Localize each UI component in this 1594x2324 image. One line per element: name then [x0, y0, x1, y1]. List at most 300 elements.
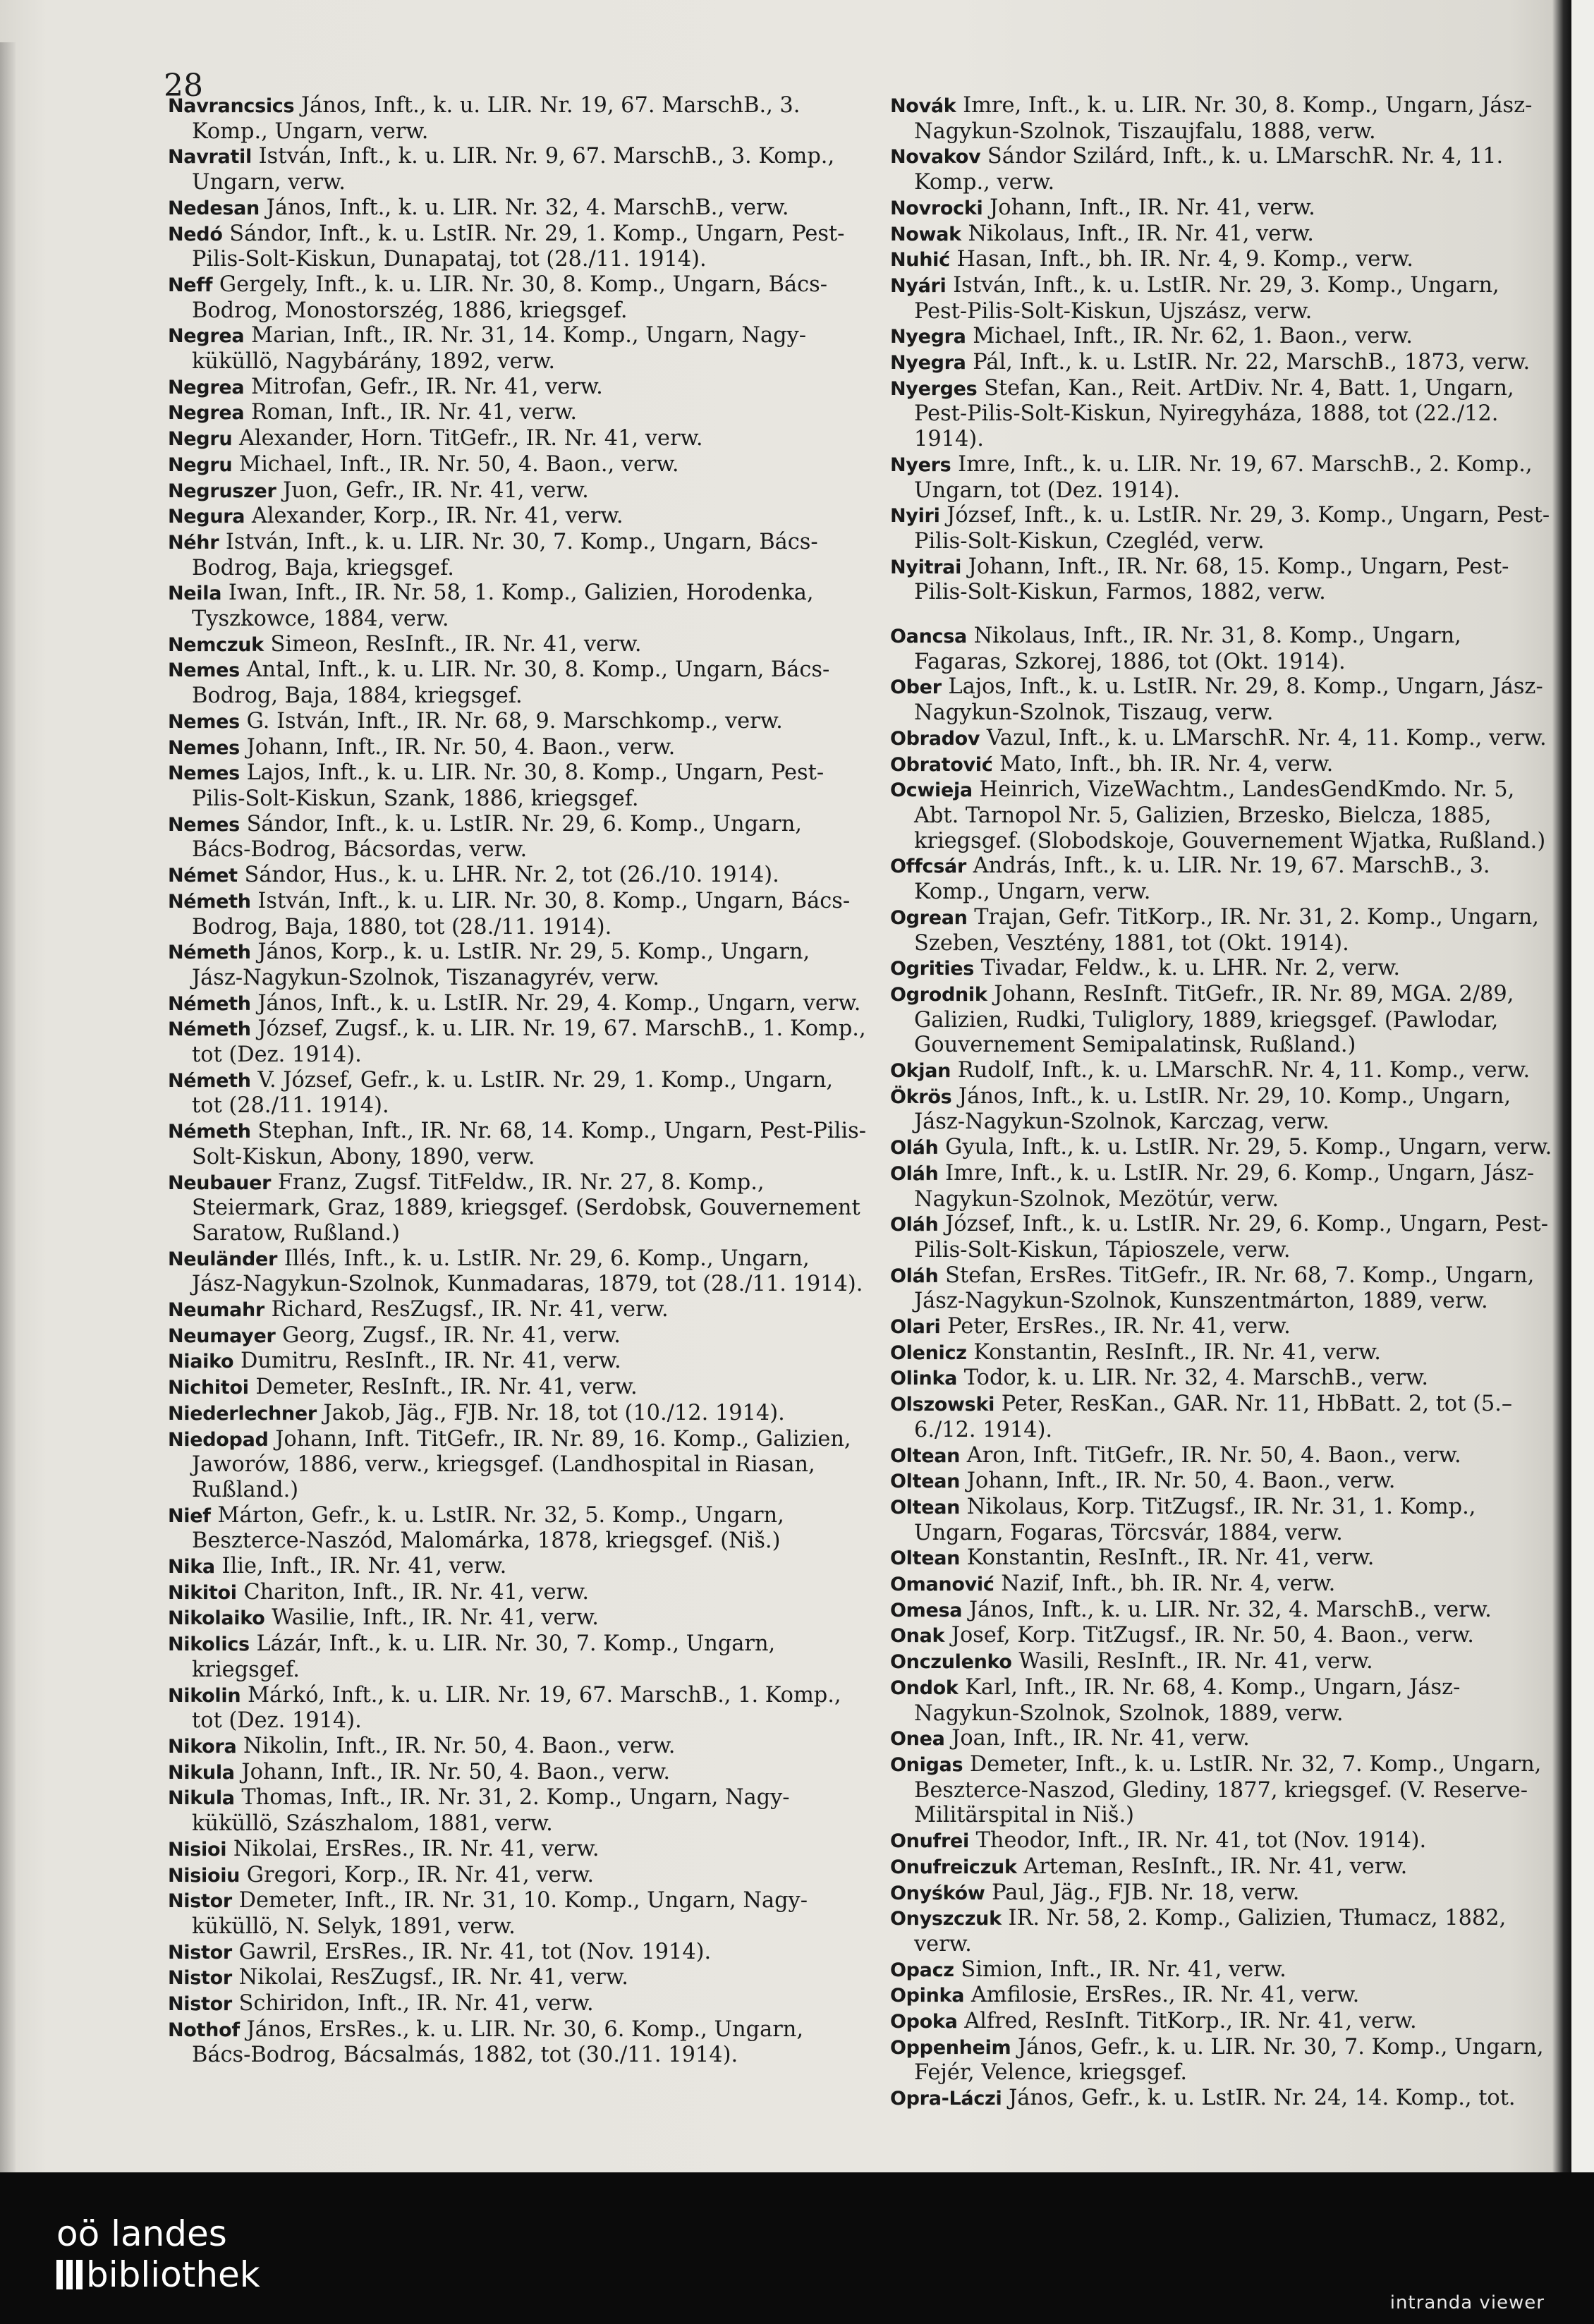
entry-details: József, Inft., k. u. LstIR. Nr. 29, 6. Komp., Ungarn, Pest-Pilis-Solt-Kiskun, Tápioszele, verw.	[914, 1212, 1549, 1263]
entry-details: Ilie, Inft., IR. Nr. 41, verw.	[221, 1554, 507, 1579]
list-item	[890, 1058, 1553, 1084]
list-item	[168, 1323, 866, 1349]
list-item	[168, 1554, 866, 1580]
entry-details: Arteman, ResInft., IR. Nr. 41, verw.	[1023, 1854, 1408, 1879]
surname: Nyitrai	[890, 556, 962, 578]
entry-details: István, Inft., k. u. LstIR. Nr. 29, 3. Komp., Ungarn, Pest-Pilis-Solt-Kiskun, Ujszász, verw.	[914, 272, 1499, 324]
surname: Nyári	[890, 274, 947, 297]
surname: Onyśków	[890, 1882, 985, 1904]
surname: Onufrei	[890, 1830, 969, 1853]
surname: Németh	[168, 1121, 251, 1143]
list-item	[890, 503, 1553, 554]
surname: Nyers	[890, 454, 951, 476]
entry-details: Lajos, Inft., k. u. LstIR. Nr. 29, 8. Komp., Ungarn, Jász-Nagykun-Szolnok, Tiszaug, verw.	[914, 674, 1543, 726]
list-item	[890, 2009, 1553, 2035]
list-item	[890, 1084, 1553, 1135]
entry-details: Imre, Inft., k. u. LstIR. Nr. 29, 6. Komp., Ungarn, Jász-Nagykun-Szolnok, Mezötúr, verw.	[914, 1160, 1535, 1212]
surname: Nistor	[168, 1993, 232, 2016]
list-item	[890, 1212, 1553, 1263]
surname: Nikolaiko	[168, 1607, 265, 1630]
surname: Nichitoi	[168, 1377, 249, 1399]
section-gap	[890, 605, 1553, 623]
entry-details: Stefan, Kan., Reit. ArtDiv. Nr. 4, Batt. 1, Ungarn, Pest-Pilis-Solt-Kiskun, Nyiregyháza, 1888, tot (22./12. 1914).	[914, 375, 1514, 452]
surname: Nemes	[168, 659, 240, 682]
list-item	[890, 1263, 1553, 1314]
surname: Negru	[168, 428, 233, 451]
entry-details: Sándor, Hus., k. u. LHR. Nr. 2, tot (26./10. 1914).	[244, 863, 779, 888]
surname: Oppenheim	[890, 2036, 1011, 2059]
surname: Okjan	[890, 1060, 951, 1083]
list-item	[890, 350, 1553, 376]
list-item	[890, 752, 1553, 778]
surname: Nuhić	[890, 249, 950, 272]
list-item	[168, 452, 866, 478]
list-item	[890, 777, 1553, 853]
entry-details: Aron, Inft. TitGefr., IR. Nr. 50, 4. Baon., verw.	[966, 1442, 1461, 1468]
list-item	[168, 375, 866, 401]
entry-details: Roman, Inft., IR. Nr. 41, verw.	[250, 400, 578, 425]
surname: Nikora	[168, 1736, 237, 1758]
list-item	[890, 1365, 1553, 1392]
list-item	[168, 504, 866, 530]
surname: Németh	[168, 890, 251, 913]
entry-details: Sándor Szilárd, Inft., k. u. LMarschR. Nr. 4, 11. Komp., verw.	[914, 144, 1504, 195]
list-item	[168, 1349, 866, 1375]
entry-details: Gyula, Inft., k. u. LstIR. Nr. 29, 5. Komp., Ungarn, verw.	[945, 1135, 1552, 1160]
surname: Neuländer	[168, 1248, 278, 1270]
entry-details: Iwan, Inft., IR. Nr. 58, 1. Komp., Galizien, Horodenka, Tyszkowce, 1884, verw.	[192, 580, 814, 632]
surname: Negrea	[168, 376, 245, 399]
list-item	[168, 1427, 866, 1503]
surname: Opra-Láczi	[890, 2088, 1002, 2110]
entry-details: Johann, Inft., IR. Nr. 50, 4. Baon., verw.	[246, 734, 676, 760]
surname: Navrancsics	[168, 95, 295, 117]
list-item	[168, 1297, 866, 1323]
surname: Olari	[890, 1316, 941, 1339]
list-item	[168, 1760, 866, 1786]
surname: Novakov	[890, 146, 981, 169]
entry-details: Thomas, Inft., IR. Nr. 31, 2. Komp., Ungarn, Nagy-küküllö, Szászhalom, 1881, verw.	[192, 1785, 790, 1837]
surname: Oláh	[890, 1137, 939, 1160]
entry-details: Simion, Inft., IR. Nr. 41, verw.	[961, 1957, 1286, 1982]
surname: Opinka	[890, 1985, 965, 2007]
list-item	[168, 221, 866, 272]
list-item	[890, 452, 1553, 503]
surname: Németh	[168, 1069, 251, 1092]
list-item	[890, 144, 1553, 195]
surname: Onczulenko	[890, 1651, 1012, 1674]
entry-details: Gregori, Korp., IR. Nr. 41, verw.	[246, 1862, 595, 1887]
entry-details: István, Inft., k. u. LIR. Nr. 30, 8. Komp., Ungarn, Bács-Bodrog, Baja, 1880, tot (28./11. 1914).	[192, 888, 851, 939]
list-item	[890, 982, 1553, 1058]
list-item	[890, 853, 1553, 904]
entry-details: G. István, Inft., IR. Nr. 68, 9. Marschkomp., verw.	[246, 708, 783, 734]
viewer-brand: intranda viewer	[1389, 2292, 1545, 2313]
logo-line-1: oö landes	[56, 2213, 227, 2254]
entry-details: Antal, Inft., k. u. LIR. Nr. 30, 8. Komp., Ungarn, Bács-Bodrog, Baja, 1884, kriegsgef.	[192, 657, 830, 709]
entry-details: Márkó, Inft., k. u. LIR. Nr. 19, 67. MarschB., 1. Komp., tot (Dez. 1914).	[192, 1682, 841, 1734]
list-item	[890, 1161, 1553, 1212]
surname: Nika	[168, 1556, 215, 1578]
list-item	[890, 1623, 1553, 1649]
list-item	[890, 1880, 1553, 1906]
list-item	[168, 939, 866, 990]
list-item	[168, 1837, 866, 1863]
book-gutter	[1552, 0, 1571, 2172]
entry-details: Karl, Inft., IR. Nr. 68, 4. Komp., Ungarn, Jász-Nagykun-Szolnok, Szolnok, 1889, verw.	[914, 1674, 1461, 1726]
surname: Negura	[168, 506, 245, 528]
surname: Navratil	[168, 146, 252, 169]
entry-details: János, ErsRes., k. u. LIR. Nr. 30, 6. Komp., Ungarn, Bács-Bodrog, Bácsalmás, 1882, tot (30./11. 1914).	[192, 2016, 804, 2068]
surname: Opoka	[890, 2011, 958, 2033]
list-item	[168, 735, 866, 761]
list-item	[168, 812, 866, 863]
entry-details: Konstantin, ResInft., IR. Nr. 41, verw.	[973, 1339, 1381, 1365]
surname: Negruszer	[168, 480, 276, 502]
entry-details: Demeter, Inft., IR. Nr. 31, 10. Komp., Ungarn, Nagy-küküllö, N. Selyk, 1891, verw.	[192, 1888, 808, 1939]
surname: Nedesan	[168, 197, 260, 219]
entry-details: Rudolf, Inft., k. u. LMarschR. Nr. 4, 11. Komp., verw.	[957, 1058, 1531, 1083]
list-item	[168, 709, 866, 735]
entry-details: András, Inft., k. u. LIR. Nr. 19, 67. MarschB., 3. Komp., Ungarn, verw.	[914, 853, 1490, 905]
entry-details: Mato, Inft., bh. IR. Nr. 4, verw.	[999, 751, 1334, 777]
surname: Ökrös	[890, 1085, 952, 1108]
list-item	[168, 93, 866, 144]
entry-details: István, Inft., k. u. LIR. Nr. 30, 7. Komp., Ungarn, Bács-Bodrog, Baja, kriegsgef.	[192, 529, 818, 580]
entry-details: Peter, ResKan., GAR. Nr. 11, HbBatt. 2, tot (5.–6./12. 1914).	[914, 1392, 1513, 1442]
entry-details: Chariton, Inft., IR. Nr. 41, verw.	[243, 1579, 590, 1605]
list-item	[890, 726, 1553, 752]
entry-details: Stephan, Inft., IR. Nr. 68, 14. Komp., Ungarn, Pest-Pilis-Solt-Kiskun, Abony, 1890, verw.	[192, 1119, 866, 1169]
list-item	[168, 1734, 866, 1760]
entry-details: Pál, Inft., k. u. LstIR. Nr. 22, MarschB., 1873, verw.	[973, 350, 1531, 375]
entry-details: Alexander, Horn. TitGefr., IR. Nr. 41, verw.	[238, 426, 703, 451]
entry-details: Nikolai, ResZugsf., IR. Nr. 41, verw.	[238, 1965, 628, 1990]
right-column	[890, 93, 1553, 2112]
list-item	[168, 1016, 866, 1067]
surname: Nemes	[168, 736, 240, 759]
entry-details: István, Inft., k. u. LIR. Nr. 9, 67. MarschB., 3. Komp., Ungarn, verw.	[192, 144, 835, 195]
entry-details: Demeter, ResInft., IR. Nr. 41, verw.	[255, 1375, 638, 1400]
entry-details: József, Zugsf., k. u. LIR. Nr. 19, 67. MarschB., 1. Komp., tot (Dez. 1914).	[192, 1016, 866, 1068]
list-item	[890, 376, 1553, 452]
entry-details: Imre, Inft., k. u. LIR. Nr. 19, 67. MarschB., 2. Komp., Ungarn, tot (Dez. 1914).	[914, 451, 1533, 503]
list-item	[168, 1631, 866, 1682]
surname: Neumahr	[168, 1299, 264, 1322]
list-item	[890, 554, 1553, 605]
surname: Nikolics	[168, 1634, 250, 1656]
surname: Onea	[890, 1728, 945, 1751]
surname: Neumayer	[168, 1325, 276, 1347]
entry-details: János, Korp., k. u. LstIR. Nr. 29, 5. Komp., Ungarn, Jász-Nagykun-Szolnok, Tiszanagyrév, verw.	[192, 939, 810, 990]
entry-details: Gawril, ErsRes., IR. Nr. 41, tot (Nov. 1914).	[238, 1939, 712, 1964]
surname: Német	[168, 865, 238, 887]
entry-details: Alexander, Korp., IR. Nr. 41, verw.	[251, 504, 623, 529]
list-item	[168, 400, 866, 426]
list-item	[168, 1605, 866, 1631]
list-item	[890, 1571, 1553, 1598]
list-item	[890, 221, 1553, 248]
entry-details: Dumitru, ResInft., IR. Nr. 41, verw.	[240, 1349, 621, 1374]
surname: Ocwieja	[890, 779, 973, 802]
entry-details: Jakob, Jäg., FJB. Nr. 18, tot (10./12. 1914).	[323, 1400, 785, 1425]
surname: Ober	[890, 676, 942, 699]
surname: Nistor	[168, 1941, 232, 1964]
surname: Neff	[168, 274, 213, 296]
entry-details: János, Inft., k. u. LIR. Nr. 32, 4. MarschB., verw.	[968, 1597, 1492, 1622]
entry-details: Gergely, Inft., k. u. LIR. Nr. 30, 8. Komp., Ungarn, Bács-Bodrog, Monostorszég, 1886, kriegsgef.	[192, 272, 828, 323]
surname: Onyszczuk	[890, 1908, 1002, 1930]
surname: Németh	[168, 942, 251, 964]
next-page-edge	[1571, 0, 1594, 2172]
entry-details: Johann, Inft. TitGefr., IR. Nr. 89, 16. Komp., Galizien, Jaworów, 1886, verw., kriegsgef. (Landhospital in Riasan, Rußland.)	[192, 1426, 851, 1502]
surname: Novrocki	[890, 197, 983, 219]
entry-details: János, Inft., k. u. LIR. Nr. 32, 4. MarschB., verw.	[266, 195, 789, 220]
surname: Ondok	[890, 1677, 959, 1699]
list-item	[168, 863, 866, 889]
entry-details: Nikolaus, Korp. TitZugsf., IR. Nr. 31, 1. Komp., Ungarn, Fogaras, Törcsvár, 1884, verw.	[914, 1494, 1476, 1545]
list-item	[168, 323, 866, 374]
surname: Oancsa	[890, 626, 967, 648]
logo-bar-icon	[76, 2260, 83, 2289]
entry-details: Trajan, Gefr. TitKorp., IR. Nr. 31, 2. Komp., Ungarn, Szeben, Vesztény, 1881, tot (Okt. 1914).	[914, 904, 1539, 956]
list-item	[890, 1135, 1553, 1161]
list-item	[168, 195, 866, 221]
surname: Negru	[168, 454, 233, 476]
surname: Oltean	[890, 1547, 961, 1570]
list-item	[168, 272, 866, 323]
entry-details: Johann, Inft., IR. Nr. 50, 4. Baon., verw.	[966, 1468, 1396, 1494]
entry-details: Nikolin, Inft., IR. Nr. 50, 4. Baon., verw.	[243, 1734, 676, 1758]
entry-details: Michael, Inft., IR. Nr. 50, 4. Baon., verw.	[238, 451, 679, 477]
list-item	[890, 1443, 1553, 1469]
entry-details: Wasili, ResInft., IR. Nr. 41, verw.	[1018, 1649, 1373, 1674]
logo-bar-icon	[66, 2260, 73, 2289]
list-item	[890, 674, 1553, 725]
entry-details: Sándor, Inft., k. u. LstIR. Nr. 29, 6. Komp., Ungarn, Bács-Bodrog, Bácsordas, verw.	[192, 811, 802, 863]
surname: Novák	[890, 95, 956, 117]
entry-details: Michael, Inft., IR. Nr. 62, 1. Baon., verw.	[973, 324, 1413, 349]
surname: Oláh	[890, 1265, 939, 1287]
surname: Nemes	[168, 710, 240, 733]
list-item	[168, 1863, 866, 1889]
list-item	[890, 1468, 1553, 1495]
entry-details: Nazif, Inft., bh. IR. Nr. 4, verw.	[1001, 1571, 1336, 1597]
surname: Niederlechner	[168, 1402, 317, 1425]
surname: Nemczuk	[168, 633, 264, 656]
list-item	[168, 1991, 866, 2017]
surname: Nikula	[168, 1787, 235, 1810]
list-item	[890, 905, 1553, 956]
list-item	[168, 1940, 866, 1966]
entry-details: Theodor, Inft., IR. Nr. 41, tot (Nov. 1914).	[975, 1828, 1427, 1854]
surname: Oltean	[890, 1471, 961, 1493]
entry-details: Mitrofan, Gefr., IR. Nr. 41, verw.	[250, 374, 603, 399]
entry-details: János, Inft., k. u. LIR. Nr. 19, 67. MarschB., 3. Komp., Ungarn, verw.	[192, 93, 801, 144]
list-item	[168, 889, 866, 939]
list-item	[168, 1246, 866, 1297]
entry-details: Lázár, Inft., k. u. LIR. Nr. 30, 7. Komp., Ungarn, kriegsgef.	[192, 1631, 776, 1682]
surname: Nisioiu	[168, 1864, 241, 1887]
list-item	[168, 580, 866, 631]
list-item	[890, 273, 1553, 324]
entry-details: Richard, ResZugsf., IR. Nr. 41, verw.	[271, 1297, 669, 1322]
surname: Oláh	[890, 1214, 939, 1236]
surname: Obratović	[890, 753, 993, 776]
entry-details: János, Gefr., k. u. LstIR. Nr. 24, 14. Komp., tot.	[1009, 2086, 1516, 2111]
surname: Nyegra	[890, 326, 966, 348]
page-edge-shadow	[0, 42, 16, 2172]
entry-details: Nikolaus, Inft., IR. Nr. 41, verw.	[968, 221, 1314, 246]
list-item	[168, 426, 866, 452]
entry-details: Franz, Zugsf. TitFeldw., IR. Nr. 27, 8. Komp., Steiermark, Graz, 1889, kriegsgef. (Serdobsk, Gouvernement Saratow, Rußland.)	[192, 1169, 860, 1246]
entry-details: Schiridon, Inft., IR. Nr. 41, verw.	[238, 1991, 594, 2016]
entry-details: Marian, Inft., IR. Nr. 31, 14. Komp., Ungarn, Nagy-küküllö, Nagybárány, 1892, verw.	[192, 323, 806, 375]
entry-details: Stefan, ErsRes. TitGefr., IR. Nr. 68, 7. Komp., Ungarn, Jász-Nagykun-Szolnok, Kunszentmárton, 1889, verw.	[914, 1263, 1535, 1314]
surname: Offcsár	[890, 856, 966, 878]
entry-details: Sándor, Inft., k. u. LstIR. Nr. 29, 1. Komp., Ungarn, Pest-Pilis-Solt-Kiskun, Dunapataj, tot (28./11. 1914).	[192, 221, 845, 272]
surname: Olszowski	[890, 1394, 995, 1416]
list-item	[168, 2017, 866, 2068]
list-item	[168, 530, 866, 580]
list-item	[168, 478, 866, 504]
entry-details: Illés, Inft., k. u. LstIR. Nr. 29, 6. Komp., Ungarn, Jász-Nagykun-Szolnok, Kunmadaras, 1879, tot (28./11. 1914).	[192, 1246, 863, 1297]
surname: Niedopad	[168, 1428, 269, 1451]
entry-details: Peter, ErsRes., IR. Nr. 41, verw.	[947, 1314, 1291, 1339]
list-item	[890, 1314, 1553, 1340]
list-item	[890, 1983, 1553, 2009]
surname: Neila	[168, 583, 222, 605]
entry-details: IR. Nr. 58, 2. Komp., Galizien, Tłumacz, 1882, verw.	[914, 1906, 1507, 1957]
list-item	[890, 1957, 1553, 1983]
surname: Olenicz	[890, 1342, 967, 1364]
surname: Németh	[168, 1018, 251, 1041]
surname: Nemes	[168, 813, 240, 836]
entry-details: Hasan, Inft., bh. IR. Nr. 4, 9. Komp., verw.	[956, 247, 1413, 272]
list-item	[168, 1119, 866, 1169]
list-item	[890, 1828, 1553, 1854]
list-item	[890, 1649, 1553, 1675]
surname: Nyiri	[890, 505, 940, 528]
entry-details: Tivadar, Feldw., k. u. LHR. Nr. 2, verw.	[980, 956, 1401, 981]
list-item	[890, 1906, 1553, 1957]
entry-details: Johann, Inft., IR. Nr. 41, verw.	[990, 195, 1315, 220]
surname: Opacz	[890, 1959, 954, 1981]
surname: Nikitoi	[168, 1581, 237, 1604]
entry-details: Márton, Gefr., k. u. LstIR. Nr. 32, 5. Komp., Ungarn, Beszterce-Naszód, Malomárka, 1878, kriegsgef. (Niš.)	[192, 1502, 784, 1554]
entry-details: Simeon, ResInft., IR. Nr. 41, verw.	[270, 631, 642, 657]
list-item	[890, 1495, 1553, 1545]
list-item	[890, 1752, 1553, 1828]
entry-details: Heinrich, VizeWachtm., LandesGendKmdo. Nr. 5, Abt. Tarnopol Nr. 5, Galizien, Brzesko, Bielcza, 1885, kriegsgef. (Slobodskoje, Gouvernement Wjatka, Rußland.)	[914, 777, 1546, 853]
surname: Nikolin	[168, 1684, 241, 1707]
surname: Oltean	[890, 1444, 961, 1467]
list-item	[168, 1375, 866, 1401]
list-item	[168, 1068, 866, 1119]
list-item	[168, 760, 866, 811]
list-item	[890, 956, 1553, 982]
list-item	[168, 1401, 866, 1427]
list-item	[168, 991, 866, 1017]
list-item	[168, 1503, 866, 1554]
surname: Nikula	[168, 1761, 235, 1784]
entry-details: Alfred, ResInft. TitKorp., IR. Nr. 41, verw.	[964, 2009, 1417, 2034]
entry-details: V. József, Gefr., k. u. LstIR. Nr. 29, 1. Komp., Ungarn, tot (28./11. 1914).	[192, 1067, 834, 1119]
surname: Negrea	[168, 325, 245, 348]
list-item	[890, 2035, 1553, 2086]
entry-details: Nikolaus, Inft., IR. Nr. 31, 8. Komp., Ungarn, Fagaras, Szkorej, 1886, tot (Okt. 1914).	[914, 623, 1461, 674]
entry-details: János, Gefr., k. u. LIR. Nr. 30, 7. Komp., Ungarn, Fejér, Velence, kriegsgef.	[914, 2034, 1544, 2086]
surname: Németh	[168, 992, 251, 1015]
list-item	[168, 1580, 866, 1606]
entry-details: Vazul, Inft., k. u. LMarschR. Nr. 4, 11. Komp., verw.	[986, 725, 1547, 750]
surname: Omanović	[890, 1574, 994, 1596]
surname: Nistor	[168, 1890, 232, 1913]
list-item	[890, 1726, 1553, 1752]
entry-details: Juon, Gefr., IR. Nr. 41, verw.	[283, 477, 589, 503]
entry-details: József, Inft., k. u. LstIR. Nr. 29, 3. Komp., Ungarn, Pest-Pilis-Solt-Kiskun, Czegléd, verw.	[914, 503, 1550, 554]
list-item	[168, 1170, 866, 1246]
logo-bar-icon	[56, 2260, 63, 2289]
entry-details: Imre, Inft., k. u. LIR. Nr. 30, 8. Komp., Ungarn, Jász-Nagykun-Szolnok, Tiszaujfalu, 1888, verw.	[914, 93, 1533, 144]
list-item	[890, 623, 1553, 674]
surname: Niaiko	[168, 1351, 234, 1373]
surname: Nistor	[168, 1967, 232, 1990]
entry-details: Wasilie, Inft., IR. Nr. 41, verw.	[272, 1605, 599, 1631]
surname: Nemes	[168, 762, 240, 785]
list-item	[168, 1888, 866, 1939]
surname: Negrea	[168, 402, 245, 425]
entry-details: Lajos, Inft., k. u. LIR. Nr. 30, 8. Komp., Ungarn, Pest-Pilis-Solt-Kiskun, Szank, 1886, kriegsgef.	[192, 760, 825, 811]
list-item	[890, 1392, 1553, 1442]
entry-details: Johann, Inft., IR. Nr. 68, 15. Komp., Ungarn, Pest-Pilis-Solt-Kiskun, Farmos, 1882, verw.	[914, 554, 1509, 605]
list-item	[168, 144, 866, 195]
surname: Néhr	[168, 531, 219, 554]
surname: Nedó	[168, 223, 223, 245]
surname: Nisioi	[168, 1838, 227, 1861]
list-item	[890, 1340, 1553, 1366]
library-logo[interactable]	[56, 2213, 260, 2295]
list-item	[890, 1545, 1553, 1571]
list-item	[890, 93, 1553, 144]
list-item	[890, 324, 1553, 350]
entry-details: Joan, Inft., IR. Nr. 41, verw.	[951, 1726, 1250, 1751]
logo-line-2: bibliothek	[86, 2254, 260, 2295]
surname: Nyegra	[890, 352, 966, 375]
list-item	[168, 1965, 866, 1991]
list-item	[168, 1683, 866, 1734]
surname: Obradov	[890, 727, 980, 750]
surname: Onufreiczuk	[890, 1856, 1017, 1878]
list-item	[168, 1785, 866, 1836]
surname: Oltean	[890, 1496, 961, 1519]
list-item	[890, 2086, 1553, 2112]
page-number: 28	[164, 68, 203, 104]
list-item	[168, 657, 866, 708]
entry-details: Demeter, Inft., k. u. LstIR. Nr. 32, 7. Komp., Ungarn, Beszterce-Naszod, Glediny, 1877, kriegsgef. (V. Reserve-Militärspital in Niš.)	[914, 1752, 1542, 1828]
entry-details: Konstantin, ResInft., IR. Nr. 41, verw.	[966, 1545, 1375, 1571]
list-item	[890, 1598, 1553, 1624]
entry-details: Paul, Jäg., FJB. Nr. 18, verw.	[992, 1880, 1300, 1905]
surname: Ogrodnik	[890, 983, 987, 1006]
entry-details: Nikolai, ErsRes., IR. Nr. 41, verw.	[233, 1836, 600, 1861]
surname: Neubauer	[168, 1172, 272, 1194]
left-column	[168, 93, 866, 2068]
entry-details: Johann, ResInft. TitGefr., IR. Nr. 89, MGA. 2/89, Galizien, Rudki, Tuliglory, 1889, kriegsgef. (Pawlodar, Gouvernement Semipalatinsk, Rußland.)	[914, 981, 1514, 1058]
surname: Nothof	[168, 2019, 240, 2041]
entry-details: János, Inft., k. u. LstIR. Nr. 29, 10. Komp., Ungarn, Jász-Nagykun-Szolnok, Karczag, verw.	[914, 1083, 1511, 1135]
surname: Ogrean	[890, 906, 968, 929]
